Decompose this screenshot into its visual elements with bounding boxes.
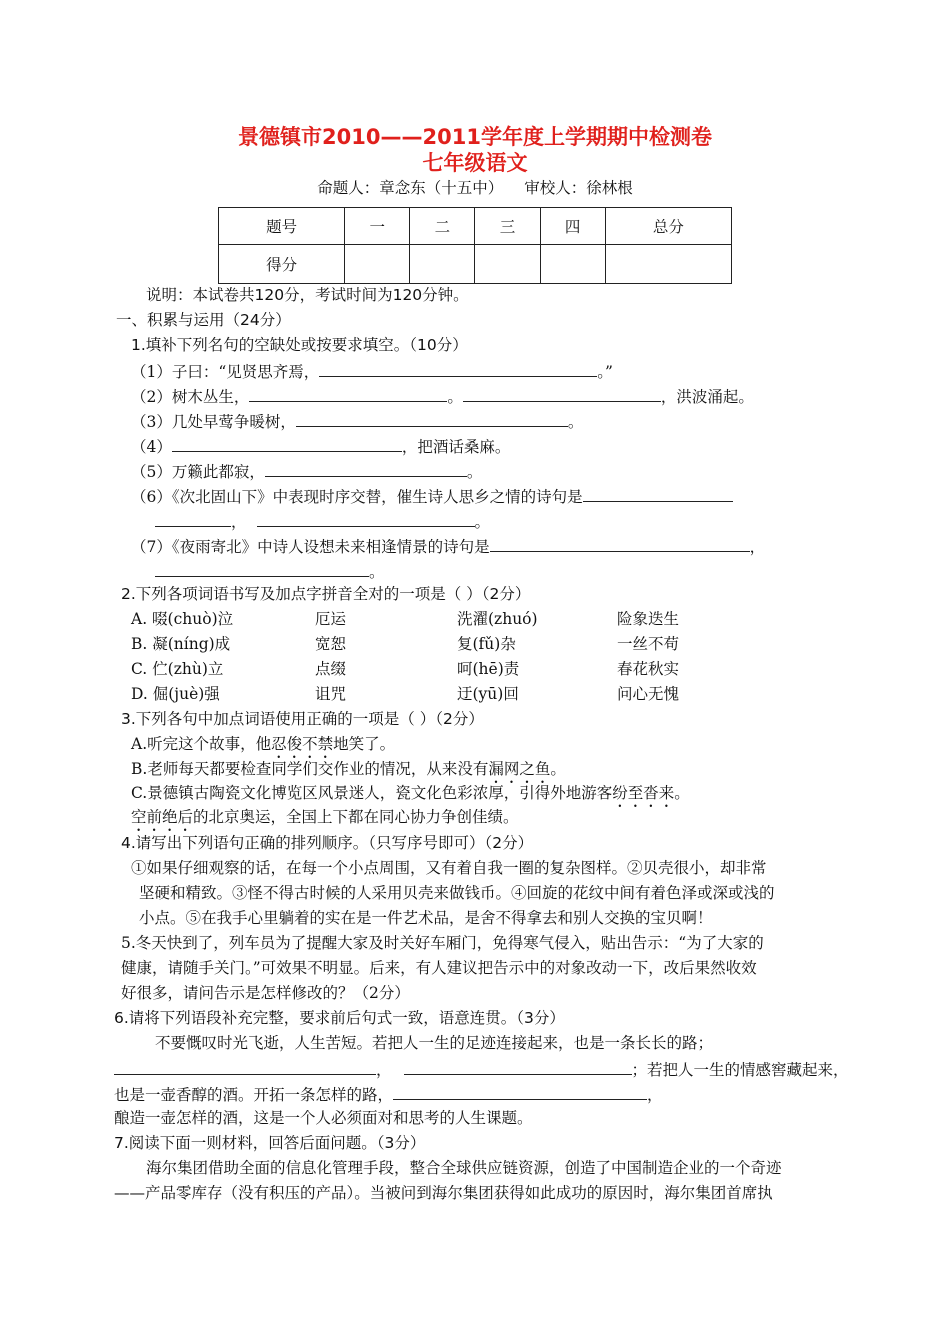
q1-item-5: （5）万籁此都寂， 。	[131, 459, 482, 483]
instructions: 说明：本试卷共120分，考试时间为120分钟。	[146, 286, 469, 304]
q5-line: 健康，请随手关门。”可效果不明显。后来，有人建议把告示中的对象改动一下，改后果然收效	[121, 959, 757, 977]
author-line	[0, 177, 950, 199]
score-header: 一	[345, 208, 410, 245]
q6-line: 不要慨叹时光飞逝，人生苦短。若把人一生的足迹连接起来，也是一条长长的路；	[155, 1034, 714, 1052]
score-cell[interactable]	[540, 245, 605, 284]
q6-stem: 6.请将下列语段补充完整，要求前后句式一致，语意连贯。（3分）	[114, 1009, 565, 1027]
q4-line: ①如果仔细观察的话，在每一个小点周围，又有着自我一圈的复杂图样。②贝壳很小，却非常	[131, 859, 767, 877]
answer-blank[interactable]	[114, 1057, 376, 1075]
answer-blank[interactable]	[265, 459, 467, 477]
q1-item-6-cont: ， 。	[155, 509, 490, 533]
score-table	[218, 207, 732, 284]
q6-line: ， ；若把人一生的情感窖藏起来，	[114, 1057, 849, 1081]
q1-item-7: （7）《夜雨寄北》中诗人设想未来相逢情景的诗句是 ，	[131, 534, 765, 558]
answer-blank[interactable]	[583, 484, 733, 502]
q3-option-b[interactable]: B.老师每天都要检查同学们交作业的情况，从来没有漏网之鱼。	[131, 760, 566, 778]
q6-line: 酿造一壶怎样的酒，这是一个人必须面对和思考的人生课题。	[114, 1109, 533, 1127]
q6-line: 也是一壶香醇的酒。开拓一条怎样的路， ，	[114, 1082, 663, 1106]
q5-line: 好很多，请问告示是怎样修改的？（2分）	[121, 984, 410, 1002]
answer-blank[interactable]	[490, 534, 750, 552]
section-heading: 一、积累与运用（24分）	[116, 311, 291, 329]
setter: 命题人：章念东（十五中）	[317, 179, 504, 197]
q1-item-7-cont: 。	[155, 559, 385, 583]
score-cell[interactable]	[605, 245, 731, 284]
q3-option-c[interactable]: C.景德镇古陶瓷文化博览区风景迷人，瓷文化色彩浓厚，引得外地游客纷至沓来。	[131, 784, 690, 802]
score-header: 二	[410, 208, 475, 245]
answer-blank[interactable]	[319, 359, 597, 377]
q2-stem: 2.下列各项词语书写及加点字拼音全对的一项是（ ）（2分）	[121, 585, 531, 603]
q7-stem: 7.阅读下面一则材料，回答后面问题。（3分）	[114, 1134, 426, 1152]
q7-line: ——产品零库存（没有积压的产品）。当被问到海尔集团获得如此成功的原因时，海尔集团首席执	[114, 1184, 773, 1202]
q4-line: 小点。⑤在我手心里躺着的实在是一件艺术品，是舍不得拿去和别人交换的宝贝啊！	[139, 909, 713, 927]
q1-item-2: （2）树木丛生， 。 ，洪波涌起。	[131, 384, 754, 408]
score-cell[interactable]	[410, 245, 475, 284]
q3-option-a[interactable]: A.听完这个故事，他忍俊不禁地笑了。	[131, 735, 396, 753]
reviewer: 审校人：徐林根	[524, 179, 633, 197]
answer-blank[interactable]	[249, 384, 447, 402]
q3-stem: 3.下列各句中加点词语使用正确的一项是（ ）（2分）	[121, 710, 484, 728]
answer-blank[interactable]	[257, 509, 475, 527]
score-cell[interactable]	[345, 245, 410, 284]
answer-blank[interactable]	[155, 559, 369, 577]
q1-item-6: （6）《次北固山下》中表现时序交替，催生诗人思乡之情的诗句是	[131, 484, 733, 508]
answer-blank[interactable]	[155, 509, 231, 527]
answer-blank[interactable]	[296, 409, 568, 427]
score-cell[interactable]	[475, 245, 540, 284]
score-row-label: 得分	[219, 245, 345, 284]
score-header: 三	[475, 208, 540, 245]
q3-option-d[interactable]: 空前绝后的北京奥运，全国上下都在同心协力争创佳绩。	[131, 808, 519, 826]
answer-blank[interactable]	[463, 384, 661, 402]
answer-blank[interactable]	[404, 1057, 632, 1075]
exam-title: 景德镇市2010——2011学年度上学期期中检测卷	[238, 125, 712, 149]
exam-subtitle: 七年级语文	[422, 151, 528, 175]
q4-line: 坚硬和精致。③怪不得古时候的人采用贝壳来做钱币。④回旋的花纹中间有着色泽或深或浅的	[139, 884, 775, 902]
q4-stem: 4.请写出下列语句正确的排列顺序。（只写序号即可）（2分）	[121, 834, 534, 852]
score-header: 总分	[605, 208, 731, 245]
q5-line: 5.冬天快到了，列车员为了提醒大家及时关好车厢门，免得寒气侵入，贴出告示：“为了大家的	[121, 934, 764, 952]
q1-stem: 1.填补下列名句的空缺处或按要求填空。（10分）	[131, 336, 468, 354]
q7-line: 海尔集团借助全面的信息化管理手段，整合全球供应链资源，创造了中国制造企业的一个奇迹	[146, 1159, 782, 1177]
q1-item-1: （1）子曰：“见贤思齐焉， 。”	[131, 359, 613, 383]
score-header: 题号	[219, 208, 345, 245]
answer-blank[interactable]	[393, 1082, 647, 1100]
answer-blank[interactable]	[172, 434, 402, 452]
q1-item-3: （3）几处早莺争暖树， 。	[131, 409, 583, 433]
score-header: 四	[540, 208, 605, 245]
q1-item-4: （4） ，把酒话桑麻。	[131, 434, 510, 458]
